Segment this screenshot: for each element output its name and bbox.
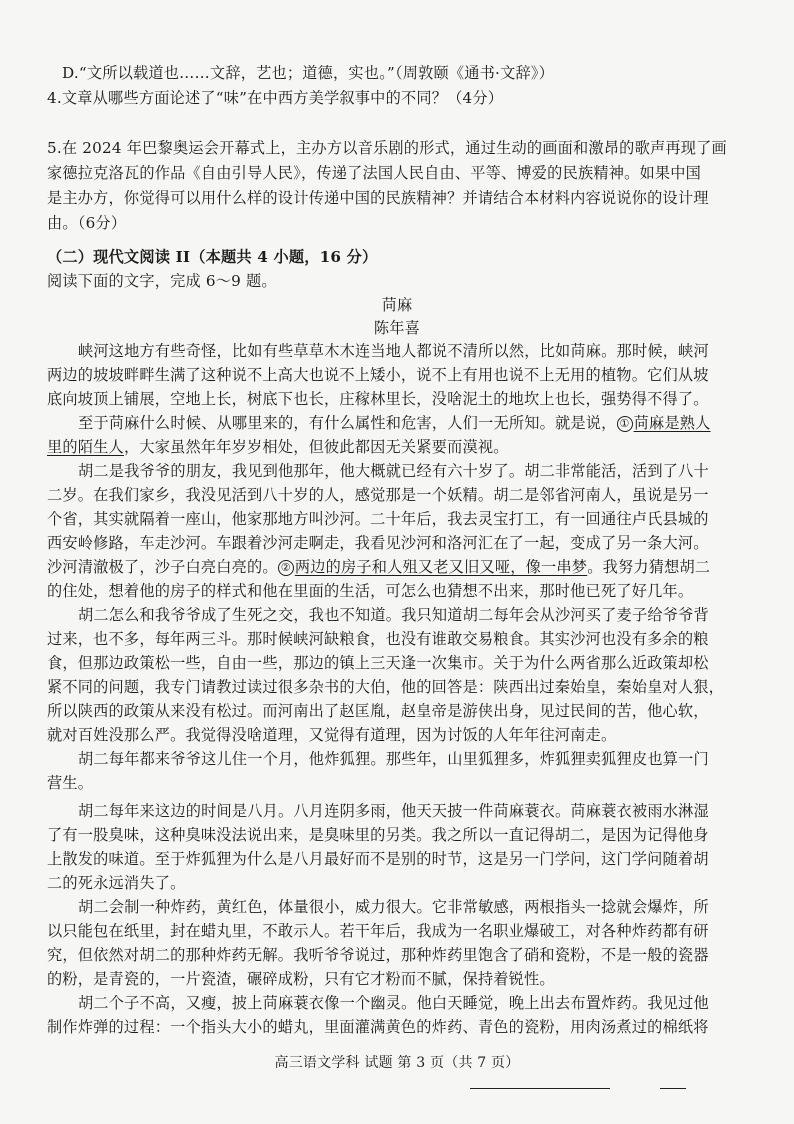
text-run: ，大家虽然年年岁岁相处，但彼此都因无关紧要而漠视。 xyxy=(123,438,509,456)
article-line: 制作炸弹的过程：一个指头大小的蜡丸，里面灌满黄色的炸药、青色的瓷粉，用肉汤煮过的棉纸将 xyxy=(47,1018,709,1036)
answer-rule xyxy=(470,1088,610,1089)
question-5-line: 家德拉克洛瓦的作品《自由引导人民》，传递了法国人民自由、平等、博爱的民族精神。如果中国 xyxy=(47,164,702,182)
marker-1: ① xyxy=(617,416,633,432)
underlined-phrase-2 xyxy=(278,558,587,576)
article-line: 了有一股臭味，这种臭味没法说出来，是臭味里的另类。我之所以一直记得胡二，是因为记得他身 xyxy=(47,826,709,844)
marker-2: ② xyxy=(278,560,294,576)
article-line: 胡二每年都来爷爷这儿住一个月，他炸狐狸。那些年，山里狐狸多，炸狐狸卖狐狸皮也算一门 xyxy=(78,750,709,768)
article-line: 胡二怎么和我爷爷成了生死之交，我也不知道。我只知道胡二每年会从沙河买了麦子给爷爷背 xyxy=(78,606,709,624)
page-footer: 高三语文学科 试题 第 3 页（共 7 页） xyxy=(274,1055,520,1071)
article-author: 陈年喜 xyxy=(373,319,421,337)
text-run: 苘麻是熟人 xyxy=(633,414,711,432)
article-line: 过来，也不多，每年两三斗。那时候峡河缺粮食，也没有谁敢交易粮食。其实沙河也没有多余的粮 xyxy=(47,630,709,648)
underlined-phrase-1-cont: 里的陌生人 xyxy=(47,438,124,456)
article-line: 两边的坡坡畔畔生满了这种说不上高大也说不上矮小，说不上有用也说不上无用的植物。它们从坡 xyxy=(47,366,709,384)
question-4: 4.文章从哪些方面论述了“味”在中西方美学叙事中的不同？（4分） xyxy=(47,89,504,107)
article-line: 胡二会制一种炸药，黄红色，体量很小，威力很大。它非常敏感，两根指头一捻就会爆炸，所 xyxy=(78,898,709,916)
article-line: 以只能包在纸里，封在蜡丸里，不敢示人。若干年后，我成为一名职业爆破工，对各种炸药都有研 xyxy=(47,922,709,940)
article-line: 个省，其实就隔着一座山，他家那地方叫沙河。二十年后，我去灵宝打工，有一回通往卢氏县城的 xyxy=(47,510,709,528)
article-line: 胡二是我爷爷的朋友，我见到他那年，他大概就已经有六十岁了。胡二非常能活，活到了八十 xyxy=(78,462,709,480)
article-line: 紧不同的问题，我专门请教过读过很多杂书的大伯，他的回答是：陕西出过秦始皇，秦始皇对人狠， xyxy=(47,678,725,696)
article-line: 营生。 xyxy=(47,774,94,792)
article-line: 峡河这地方有些奇怪，比如有些草草木木连当地人都说不清所以然，比如苘麻。那时候，峡河 xyxy=(78,342,709,360)
article-line xyxy=(47,434,509,460)
article-line: 二岁。在我们家乡，我没见活到八十岁的人，感觉那是一个妖精。胡二是邻省河南人，虽说是另一 xyxy=(47,486,709,504)
underlined-phrase-1 xyxy=(617,414,711,432)
article-line: 的住处，想着他的房子的样式和他在里面的生活，可怎么也猜想不出来，那时他已死了好几年。 xyxy=(47,582,694,600)
article-line: 所以陕西的政策从来没有松过。而河南出了赵匡胤，赵皇帝是游侠出身，见过民间的苦，他心软， xyxy=(47,702,709,720)
article-line: 胡二每年来这边的时间是八月。八月连阴多雨，他天天披一件苘麻蓑衣。苘麻蓑衣被雨水淋湿 xyxy=(78,802,709,820)
section-instruction: 阅读下面的文字，完成 6～9 题。 xyxy=(47,272,277,290)
article-line xyxy=(47,554,710,580)
text-run: 两边的房子和人殂又老又旧又哑，像一串梦 xyxy=(294,558,588,576)
article-line: 上散发的味道。至于炸狐狸为什么是八月最好而不是别的时节，这是另一门学问，这门学问随着胡 xyxy=(47,850,709,868)
q3-option-d: D.“文所以载道也……文辞，艺也；道德，实也。”（周敦颐《通书·文辞》） xyxy=(62,64,555,82)
article-title: 苘麻 xyxy=(381,296,413,314)
article-line: 西安岭修路，车走沙河。车跟着沙河走啊走，我看见沙河和洛河汇在了一起，变成了另一条大河。 xyxy=(47,534,709,552)
question-5-line: 由。（6分） xyxy=(47,214,127,232)
text-run: 。我努力猜想胡二 xyxy=(587,558,711,576)
text-run: 至于苘麻什么时候、从哪里来的，有什么属性和危害，人们一无所知。就是说， xyxy=(78,414,617,432)
article-line: 食，但那边政策松一些，自由一些，那边的镇上三天逢一次集市。关于为什么两省那么近政策却松 xyxy=(47,654,709,672)
article-line: 底向坡顶上铺展，空地上长，树底下也长，庄稼林里长，没啥泥土的地坎上也长，强势得不得了。 xyxy=(47,390,709,408)
text-run: 沙河清澈极了，沙子白亮白亮的。 xyxy=(47,558,278,576)
question-5-line: 是主办方，你觉得可以用什么样的设计传递中国的民族精神？并请结合本材料内容说说你的设计理 xyxy=(47,189,709,207)
article-line xyxy=(78,410,711,436)
article-line: 二的死永远消失了。 xyxy=(47,874,186,892)
article-line: 的粉，是青瓷的，一片瓷渣，碾碎成粉，只有它才粉而不腻，保持着锐性。 xyxy=(47,970,555,988)
article-line: 胡二个子不高，又瘦，披上苘麻蓑衣像一个幽灵。他白天睡觉，晚上出去布置炸药。我见过他 xyxy=(78,994,709,1012)
question-5-line: 5.在 2024 年巴黎奥运会开幕式上，主办方以音乐剧的形式，通过生动的画面和激昂的歌声再现了画 xyxy=(47,139,727,157)
section-heading: （二）现代文阅读 II（本题共 4 小题，16 分） xyxy=(47,248,378,266)
article-line: 就对百姓没那么严。我觉得没啥道理，又觉得有道理，因为讨饭的人年年往河南走。 xyxy=(47,726,617,744)
answer-rule xyxy=(660,1088,686,1089)
article-line: 究，但依然对胡二的那种炸药无解。我听爷爷说过，那种炸药里饱含了硝和瓷粉，不是一般的瓷器 xyxy=(47,946,709,964)
